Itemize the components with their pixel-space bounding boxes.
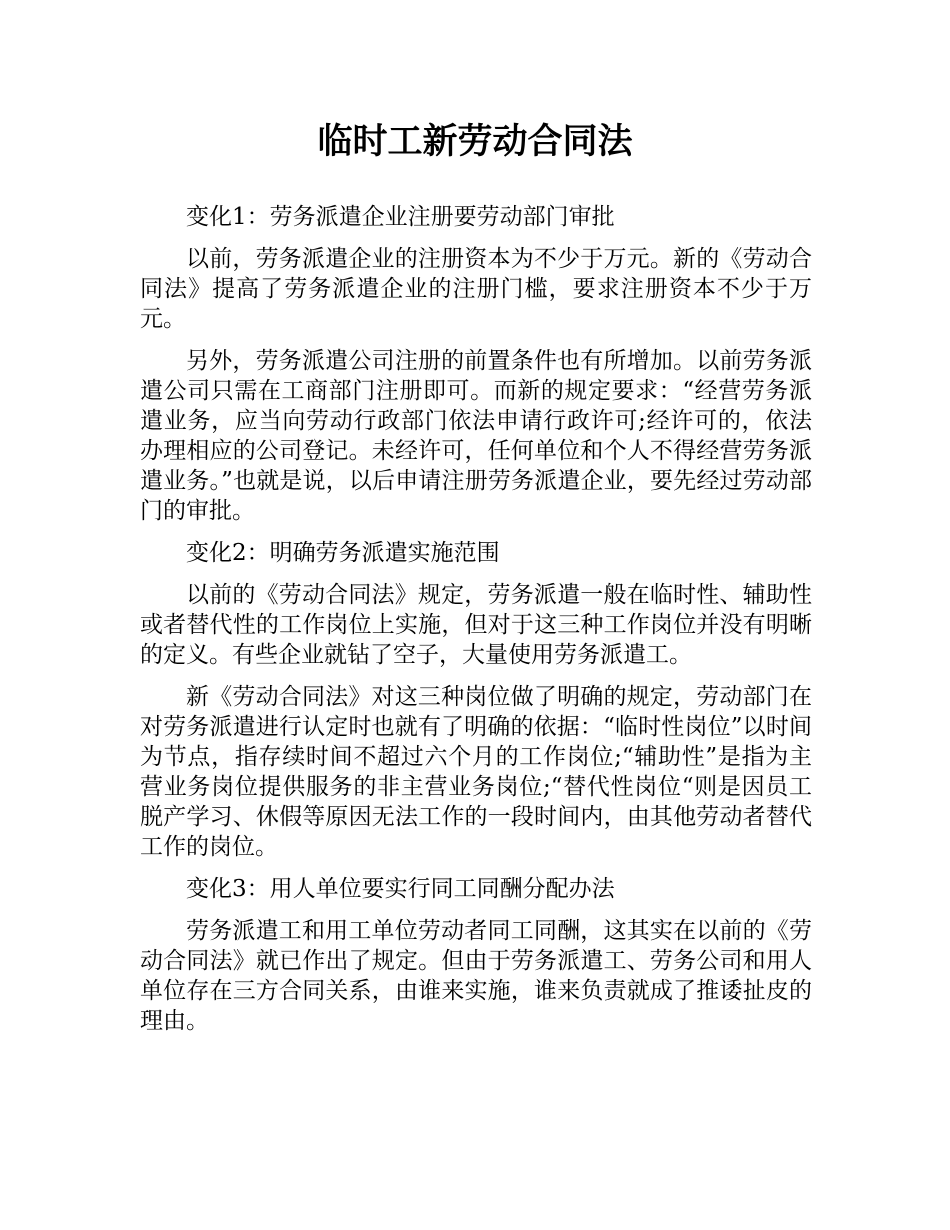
section-heading-change-2: 变化2：明确劳务派遣实施范围	[186, 540, 500, 566]
paragraph: 以前，劳务派遣企业的注册资本为不少于万元。新的《劳动合同法》提高了劳务派遣企业的注册门槛，要求注册资本不少于万元。	[140, 246, 812, 332]
paragraph: 劳务派遣工和用工单位劳动者同工同酬，这其实在以前的《劳动合同法》就已作出了规定。但由于劳务派遣工、劳务公司和用人单位存在三方合同关系，由谁来实施，谁来负责就成了推诿扯皮的理由。	[140, 918, 812, 1034]
section-heading-change-3: 变化3：用人单位要实行同工同酬分配办法	[186, 876, 615, 902]
paragraph: 新《劳动合同法》对这三种岗位做了明确的规定，劳动部门在对劳务派遣进行认定时也就有了明确的依据：“临时性岗位”以时间为节点，指存续时间不超过六个月的工作岗位;“辅助性”是指为主营业务岗位提供服务的非主营业务岗位;“替代性岗位“则是因员工脱产学习、休假等原因无法工作的一段时间内，由其他劳动者替代工作的岗位。	[140, 684, 812, 860]
document-body	[140, 202, 812, 1048]
document-title: 临时工新劳动合同法	[317, 122, 633, 162]
paragraph: 以前的《劳动合同法》规定，劳务派遣一般在临时性、辅助性或者替代性的工作岗位上实施，但对于这三种工作岗位并没有明晰的定义。有些企业就钻了空子，大量使用劳务派遣工。	[140, 582, 812, 668]
section-heading-change-1: 变化1：劳务派遣企业注册要劳动部门审批	[186, 204, 615, 230]
paragraph: 另外，劳务派遣公司注册的前置条件也有所增加。以前劳务派遣公司只需在工商部门注册即可。而新的规定要求：“经营劳务派遣业务，应当向劳动行政部门依法申请行政许可;经许可的，依法办理相应的公司登记。未经许可，任何单位和个人不得经营劳务派遣业务。”也就是说，以后申请注册劳务派遣企业，要先经过劳动部门的审批。	[140, 348, 812, 524]
